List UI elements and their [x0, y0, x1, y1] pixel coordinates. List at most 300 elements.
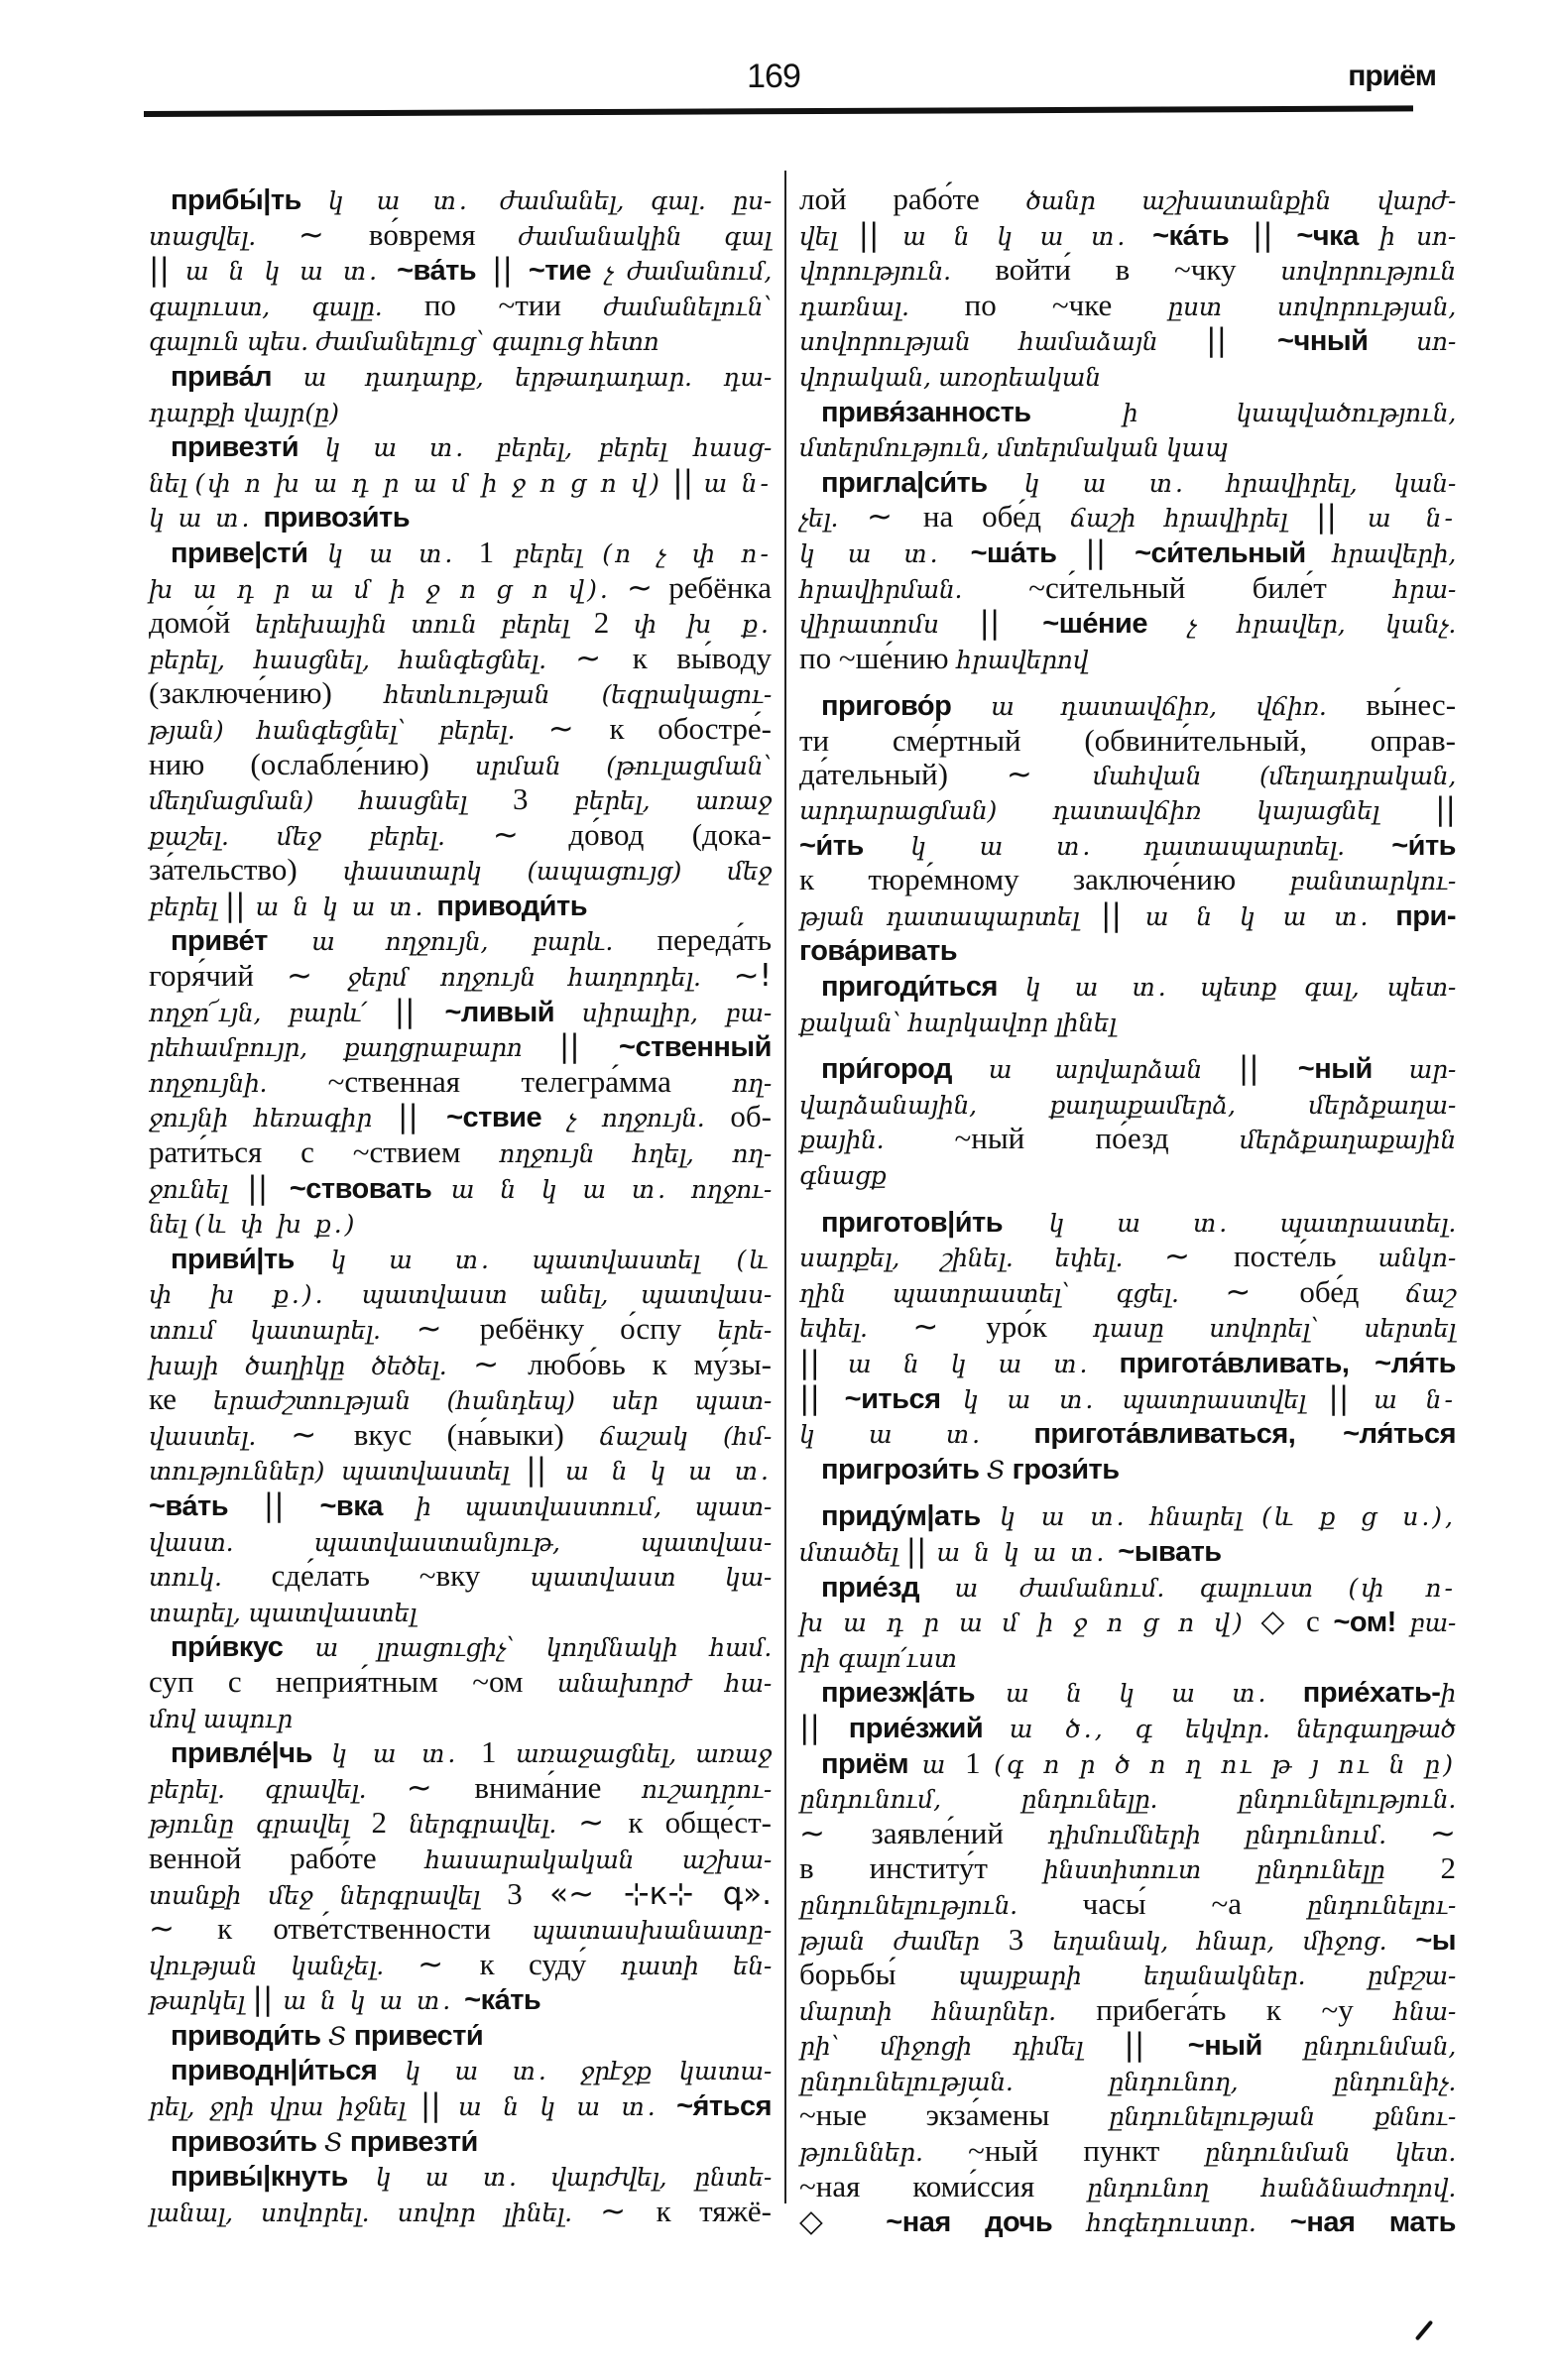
armenian-text: ի: [1440, 1679, 1457, 1709]
entry-line: [799, 359, 1456, 395]
sense-number: 1: [478, 534, 515, 569]
armenian-text: ժամանել, գալ. ըս-: [500, 186, 772, 215]
entry-start-line: [149, 182, 772, 218]
armenian-text: թյան ժամեր: [799, 1926, 1009, 1956]
armenian-text: պատասխանատը-: [532, 1916, 772, 1946]
russian-text: заявле́ний: [871, 1815, 1048, 1850]
armenian-text: թյան) հանգեցնել՝ բերել.: [149, 715, 548, 745]
entry-line: [799, 863, 1456, 898]
symbol: ||: [526, 1452, 566, 1488]
entry-line: [149, 1842, 772, 1877]
grammar-label: ա ն կ ա տ.: [255, 892, 437, 921]
headword: при́город: [821, 1053, 989, 1086]
russian-bold-text: ~ствовать: [289, 1172, 451, 1205]
armenian-text: լանալ, սովորել. սովոր լինել.: [149, 2198, 601, 2227]
armenian-text: ընդունում, ընդունելը. ընդունելություն.: [799, 1785, 1456, 1815]
armenian-text: չ հրավեր, կանչ.: [1187, 610, 1456, 640]
grammar-label: կ ա տ.: [330, 1245, 532, 1274]
entry-line: [149, 500, 772, 536]
sense-number: 3: [507, 1875, 550, 1911]
entry-line: [149, 2088, 772, 2124]
armenian-text: հնա-: [1393, 1996, 1456, 2026]
russian-bold-text: ~си́тельный: [1135, 536, 1333, 569]
headword: прива́л: [171, 360, 303, 393]
russian-text: переда́ть: [657, 922, 772, 958]
symbol: ~: [600, 2193, 657, 2229]
armenian-text: վաստ. պատվաստանյութ, պատվաս-: [149, 1527, 772, 1557]
russian-bold-text: ~тие: [528, 255, 605, 288]
armenian-text: սիրալիր, բա-: [581, 998, 772, 1027]
entry-line: [149, 853, 772, 889]
armenian-text: պետք գալ, պետ-: [1199, 973, 1456, 1003]
headword: приве|сти́: [171, 536, 328, 569]
armenian-text: հրա-: [1393, 574, 1456, 604]
grammar-label: կ ա տ.: [149, 504, 264, 534]
grammar-label: (փ ո խ ա դ ր ա մ ի ջ ո ց ո վ): [194, 468, 662, 498]
entry-line: [799, 1087, 1456, 1123]
headword: приводн|и́ться: [171, 2055, 406, 2087]
symbol: ||: [397, 1099, 447, 1135]
armenian-text: վիրատոմս: [799, 610, 980, 640]
entry-line: [149, 818, 772, 854]
armenian-text: երաժշտության (հանդեպ) սեր պատ-: [212, 1386, 772, 1416]
symbol: ||: [228, 1487, 320, 1523]
entry-line: [799, 1534, 1456, 1570]
entry-line: [149, 1065, 772, 1101]
symbol: ||: [1124, 2027, 1188, 2064]
armenian-text: հոգեդուստր.: [1086, 2208, 1290, 2238]
entry-line: [149, 995, 772, 1030]
russian-text: посте́ль: [1234, 1239, 1378, 1274]
entry-start-line: [149, 359, 772, 395]
symbol: ||: [799, 1379, 845, 1416]
armenian-text: ծանր աշխատանքին վարժ-: [1025, 186, 1456, 215]
grammar-label: ա: [991, 692, 1061, 722]
symbol: ◇: [799, 2203, 887, 2240]
symbol: ~: [866, 499, 923, 536]
symbol: ||: [1316, 499, 1368, 536]
symbol: ~: [1225, 1273, 1300, 1310]
symbol: ~: [416, 1311, 480, 1347]
russian-text: по ~тии: [423, 287, 604, 322]
russian-text: лой рабо́те: [799, 181, 1026, 216]
armenian-text: ար-: [1408, 1055, 1456, 1085]
grammar-label: կ ա տ.: [1024, 973, 1200, 1003]
entry-line: [799, 2204, 1456, 2240]
entry-line: [149, 1453, 772, 1488]
russian-bold-text: ~чка: [1296, 219, 1380, 252]
entry-line: [799, 1310, 1456, 1346]
grammar-label: ա ն կ ա տ.: [565, 1457, 772, 1487]
headword: приготов|и́ть: [821, 1206, 1049, 1239]
headword: привле́|чь: [171, 1737, 332, 1770]
symbol: ~: [547, 710, 610, 747]
armenian-text: ընդունելության քննու-: [1108, 2102, 1456, 2132]
entry-line: [149, 1948, 772, 1983]
symbol: ~: [1006, 756, 1093, 792]
armenian-text: ճաշակ (հմ-: [599, 1421, 772, 1451]
grammar-label: կ ա տ.: [910, 831, 1144, 861]
armenian-text: մտերմություն, մտերմական կապ: [799, 433, 1229, 463]
left-column: [149, 182, 772, 2229]
armenian-text: ողջույնի.: [149, 1068, 328, 1098]
entry-line: [149, 1701, 772, 1736]
symbol: ~: [912, 1309, 987, 1346]
symbol: ||: [799, 1345, 848, 1380]
grammar-label: ա ն կ ա տ.: [902, 221, 1153, 251]
russian-text: к тяжё-: [656, 2193, 772, 2228]
grammar-label: (փ ո-: [1348, 1573, 1456, 1603]
entry-line: [799, 2134, 1456, 2170]
russian-bold-text: ~ный: [1297, 1053, 1409, 1086]
armenian-text: ողջու-: [690, 1174, 772, 1204]
grammar-label: ա ն կ ա տ.: [936, 1537, 1119, 1567]
armenian-text: երեխային տուն բերել: [255, 610, 594, 640]
symbol: ||: [1229, 216, 1297, 253]
symbol: ||: [1328, 1379, 1375, 1416]
entry-start-line: [149, 429, 772, 465]
entry-start-line: [149, 1629, 772, 1665]
russian-bold-text: пригота́вливать, ~ля́ть: [1119, 1348, 1456, 1379]
russian-text: сде́лать ~вку: [271, 1558, 531, 1594]
armenian-text: մերձքաղաքային: [1239, 1126, 1456, 1155]
armenian-text: հնարել: [1149, 1502, 1262, 1532]
entry-line: [799, 1346, 1456, 1381]
armenian-text: տարել, պատվաստել: [149, 1598, 418, 1627]
stray-pen-mark: [1415, 2320, 1433, 2341]
symbol: ||: [252, 1981, 284, 2018]
entry-line: [149, 959, 772, 995]
armenian-text: տացվել.: [149, 221, 299, 251]
russian-bold-text: ~ва́ть: [149, 1489, 229, 1522]
armenian-text: դադարք, երթադադար. դա-: [364, 362, 772, 392]
grammar-label: կ ա տ.: [1023, 468, 1227, 498]
grammar-label: ա: [921, 1749, 966, 1779]
russian-bold-text: ~ствие: [446, 1102, 567, 1134]
grammar-label: կ ա տ.: [1048, 1208, 1280, 1238]
armenian-text: հրավիրման.: [799, 574, 1029, 604]
russian-text: на обе́д: [922, 499, 1070, 535]
symbol: ~: [610, 569, 669, 606]
headword: привы́|кнуть: [171, 2161, 376, 2194]
entry-start-line: [799, 1570, 1456, 1606]
entry-line: [799, 1381, 1456, 1417]
armenian-text: քային.: [799, 1126, 955, 1155]
armenian-text: երե-: [717, 1316, 772, 1345]
russian-text: суп с неприя́тным ~ом: [149, 1663, 557, 1699]
sense-number: 2: [1440, 1850, 1456, 1886]
entry-line: [799, 792, 1456, 828]
russian-bold-text: прие́хать-: [1302, 1677, 1441, 1710]
armenian-text: ճաշ: [1405, 1278, 1456, 1308]
grammar-label: ա ն կ ա տ.: [450, 1174, 691, 1204]
russian-bold-text: ~ы: [1415, 1924, 1457, 1957]
russian-text: рати́ться с ~ствием: [149, 1134, 500, 1170]
armenian-text: ող-: [732, 1068, 772, 1098]
armenian-text: բերել, հասցնել, հանգեցնել.: [149, 645, 576, 674]
entry-line: [149, 1665, 772, 1701]
symbol: ||: [476, 252, 529, 289]
grammar-label: կ ա տ.: [799, 538, 971, 568]
armenian-text: ջրէջք կատա-: [580, 2057, 772, 2086]
entry-line: [799, 1993, 1456, 2029]
armenian-text: հետևության (եզրակացու-: [384, 680, 772, 710]
armenian-text: թարկել: [149, 1986, 253, 2016]
armenian-text: ժամանելուն՝: [603, 292, 772, 321]
grammar-label: փ խ ք.).: [149, 1280, 362, 1310]
armenian-text: վության կանչել.: [149, 1951, 419, 1980]
russian-text: во́время: [368, 216, 519, 252]
headword: привя́занность: [821, 396, 1123, 428]
russian-text: к отве́тственности: [217, 1911, 533, 1947]
armenian-text: մտածել: [799, 1537, 906, 1567]
headword: приду́м|ать: [821, 1500, 1001, 1533]
headword: пригла|си́ть: [821, 466, 1024, 499]
armenian-text: ի սո-: [1379, 221, 1457, 251]
entry-line: [149, 1524, 772, 1560]
sense-number: 2: [593, 605, 634, 641]
armenian-text: չ ողջույն.: [567, 1104, 731, 1133]
russian-text: к обще́ст-: [628, 1805, 772, 1841]
armenian-text: բերել: [149, 892, 225, 921]
russian-text: борьбы́: [799, 1957, 959, 1992]
grammar-label: կ ա տ.: [375, 2163, 551, 2193]
entry-line: [149, 712, 772, 748]
symbol: ||: [394, 993, 445, 1029]
headword: привози́ть: [171, 2125, 325, 2158]
russian-bold-text: ~вка: [319, 1489, 417, 1522]
armenian-text: դառնալ.: [799, 292, 965, 321]
grammar-label: կ ա տ.: [327, 538, 479, 568]
armenian-text: ողջույն հղել, ող-: [499, 1139, 772, 1169]
grammar-label: (և ք ց ս.),: [1261, 1502, 1456, 1532]
armenian-text: բա-: [1409, 1608, 1457, 1638]
entry-line: [149, 1029, 772, 1065]
armenian-text: ընդունելության. ընդունող, ընդունիչ.: [799, 2067, 1456, 2096]
entry-line: [799, 2098, 1456, 2134]
entry-line: [799, 758, 1456, 793]
symbol: ||: [1238, 1050, 1298, 1087]
armenian-text: դիմումների ընդունում.: [1047, 1820, 1431, 1849]
russian-text: любо́вь к му́зы-: [528, 1346, 772, 1381]
armenian-text: Տ: [324, 2127, 350, 2157]
armenian-text: քական՝ հարկավոր լինել: [799, 1008, 1117, 1037]
armenian-text: տում կատարել.: [149, 1316, 417, 1345]
entry-line: [799, 1711, 1456, 1746]
armenian-text: դատապարտել.: [1143, 831, 1392, 861]
entry-start-line: [149, 1735, 772, 1771]
grammar-label: ա ն կ ա տ.: [847, 1350, 1120, 1378]
armenian-text: նել: [149, 468, 195, 498]
entry-line: [149, 1206, 772, 1242]
symbol: ||: [224, 887, 256, 923]
sense-number: 3: [512, 781, 574, 817]
grammar-label: ի: [1122, 398, 1237, 427]
armenian-text: պատվաստ կա-: [530, 1563, 773, 1593]
right-column: [799, 182, 1456, 2240]
armenian-text: Տ: [987, 1455, 1013, 1485]
russian-text: об-: [730, 1099, 773, 1134]
armenian-text: թյունը գրավել: [149, 1810, 372, 1840]
russian-bold-text: ~ывать: [1118, 1535, 1222, 1568]
russian-text: венной рабо́те: [149, 1840, 425, 1875]
sense-number: 2: [371, 1805, 410, 1841]
entry-line: [799, 218, 1456, 254]
russian-text: войти́ в ~чку: [995, 252, 1281, 288]
russian-bold-text: ~ственный: [619, 1031, 772, 1064]
russian-text: да́тельный): [799, 756, 1007, 791]
russian-bold-text: гова́ривать: [799, 935, 958, 968]
symbol: ~: [578, 1805, 629, 1842]
russian-text: вы́нес-: [1366, 687, 1457, 723]
grammar-label: ա: [302, 362, 365, 392]
grammar-label: ա ն կ ա տ.: [283, 1986, 465, 2016]
russian-text: по ~чке: [964, 287, 1168, 322]
symbol: ~: [418, 1946, 480, 1982]
entry-line: [799, 642, 1456, 677]
armenian-text: մով ապուր: [149, 1704, 293, 1733]
entry-line: [149, 1771, 772, 1807]
entry-line: [149, 1912, 772, 1948]
armenian-text: վարժվել, ընտե-: [550, 2163, 772, 2193]
russian-text: ~ный по́езд: [954, 1121, 1240, 1156]
symbol: ||: [1206, 322, 1278, 359]
entry-line: [799, 1122, 1456, 1157]
entry-line: [799, 898, 1456, 934]
entry-line: [799, 1005, 1456, 1040]
armenian-text: եղանակ, հնար, միջոց.: [1052, 1926, 1416, 1956]
grammar-label: ա ն-: [703, 468, 772, 498]
entry-line: [149, 253, 772, 289]
entry-line: [799, 182, 1456, 218]
entry-start-line: [149, 536, 772, 571]
entry-start-line: [799, 1746, 1456, 1782]
grammar-label: կ ա տ.: [324, 433, 497, 463]
symbol: ||: [419, 2087, 458, 2124]
russian-bold-text: ~ша́ть: [970, 536, 1057, 569]
armenian-text: բանտարկու-: [1289, 867, 1456, 896]
russian-bold-text: ~ше́ние: [1042, 608, 1188, 641]
armenian-text: ճաշի հրավիրել: [1069, 504, 1317, 534]
russian-bold-text: ~я́ться: [676, 2090, 772, 2123]
entry-line: [799, 1240, 1456, 1275]
armenian-text: մահվան (մեղադրական,: [1092, 761, 1456, 790]
armenian-text: սրման (թուլացման՝: [474, 751, 772, 780]
headword: приве́т: [171, 925, 312, 958]
russian-text: обе́д: [1299, 1273, 1406, 1309]
russian-text: ~ный пункт: [968, 2133, 1205, 2169]
headword: приводи́ть: [171, 2019, 329, 2052]
armenian-text: տանքի մեջ ներգրավել: [149, 1880, 508, 1910]
armenian-text: արվարձան: [1054, 1055, 1239, 1085]
armenian-text: ներգրավել.: [409, 1810, 579, 1840]
entry-line: [149, 289, 772, 324]
symbol: ~: [298, 216, 369, 253]
entry-line: [799, 289, 1456, 324]
symbol: ~: [575, 640, 633, 676]
russian-text: ~ственная телегра́мма: [327, 1063, 733, 1099]
armenian-text: անախորժ հա-: [556, 1668, 772, 1698]
entry-line: [149, 465, 772, 501]
headword: привезти́: [171, 431, 325, 464]
armenian-text: վաստել.: [149, 1421, 292, 1451]
entry-line: [799, 1605, 1456, 1640]
symbol: ||: [661, 463, 704, 500]
russian-bold-text: ~ная мать: [1289, 2206, 1456, 2239]
armenian-text: պատրաստվել: [1122, 1384, 1329, 1414]
entry-line: [799, 571, 1456, 607]
armenian-text: ջերմ ողջույն հաղորդել.: [347, 963, 734, 993]
entry-line: [799, 1640, 1456, 1676]
symbol: ||: [558, 1028, 620, 1065]
armenian-text: ինստիտուտ ընդունելը: [1042, 1855, 1441, 1885]
armenian-text: րի գալո՛ւստ: [799, 1643, 957, 1673]
symbol: ~: [291, 1416, 354, 1453]
russian-bold-text: привози́ть: [263, 502, 411, 535]
armenian-text: վորական, առօրեական: [799, 362, 1101, 392]
headword: приви́|ть: [171, 1243, 331, 1275]
armenian-text: դարքի վայր(ը): [149, 398, 339, 427]
headword: приезж|а́ть: [821, 1677, 1006, 1710]
entry-line: [149, 323, 772, 359]
entry-line: [149, 1982, 772, 2018]
russian-text: часы́ ~а: [1082, 1885, 1307, 1921]
armenian-text: բերել: [514, 538, 603, 568]
armenian-text: արդարացման) դատավճիռ կայացնել: [799, 796, 1436, 826]
russian-text: ребёнка: [668, 569, 772, 605]
symbol: ||: [799, 1709, 849, 1745]
armenian-text: կապվածություն,: [1236, 398, 1456, 427]
grammar-label: (և փ խ ք.): [193, 1210, 358, 1240]
armenian-text: ընդունելու-: [1306, 1890, 1457, 1920]
headword: прие́зд: [821, 1571, 955, 1604]
armenian-text: սո-: [1416, 327, 1456, 357]
entry-start-line: [149, 1242, 772, 1277]
armenian-text: պատրաստել.: [1279, 1208, 1456, 1238]
symbol: ||: [1056, 534, 1136, 570]
symbol: ||: [247, 1169, 290, 1206]
russian-text: вкус (на́выки): [353, 1416, 600, 1452]
armenian-text: ողջույն, բարև.: [385, 927, 658, 957]
grammar-label: ա ն կ ա տ.: [1005, 1679, 1303, 1709]
entry-line: [799, 2064, 1456, 2099]
russian-bold-text: привести́: [353, 2019, 484, 2052]
russian-text: к суду́: [479, 1946, 621, 1981]
grammar-label: (գ ո ր ծ ո ղ ու թ յ ու ն ը): [994, 1749, 1457, 1779]
grammar-label: ա ն կ ա տ.: [184, 257, 398, 287]
armenian-text: նել: [149, 1210, 194, 1240]
entry-start-line: [149, 2124, 772, 2160]
armenian-text: փաստարկ (ապացույց) մեջ: [342, 857, 773, 887]
armenian-text: մարտի հնարներ.: [799, 1996, 1097, 2026]
armenian-text: ուշադրու-: [641, 1774, 772, 1804]
symbol: ◇: [1245, 1604, 1307, 1640]
grammar-label: ա ն կ ա տ.: [1144, 901, 1396, 931]
russian-text: к обостре́-: [609, 710, 773, 746]
armenian-text: վորություն.: [799, 257, 996, 287]
entry-start-line: [799, 969, 1456, 1005]
entry-line: [149, 395, 772, 430]
armenian-text: ի պատվաստում, պատ-: [416, 1491, 772, 1521]
russian-text: ке: [149, 1381, 213, 1417]
header-rule: [144, 105, 1413, 117]
armenian-text: ընդունելություն.: [799, 1890, 1083, 1920]
russian-bold-text: приводи́ть: [436, 890, 588, 922]
grammar-label: փ խ ք.: [633, 610, 772, 640]
armenian-text: դատի են-: [620, 1951, 772, 1980]
armenian-text: ընդունման,: [1302, 2032, 1457, 2062]
armenian-text: վարձանային, քաղաքամերձ, մերձքաղա-: [799, 1090, 1456, 1120]
